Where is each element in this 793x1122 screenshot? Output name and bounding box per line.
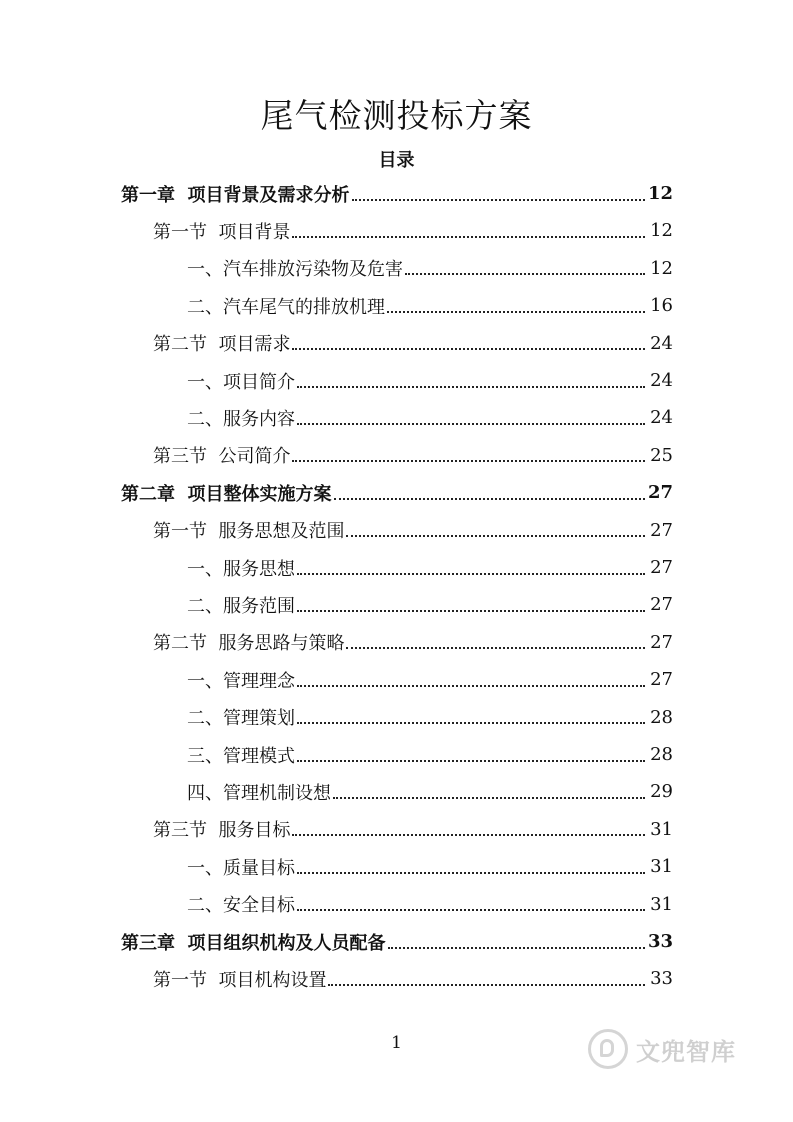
toc-entry-label: 第一节 项目机构设置	[153, 969, 327, 991]
toc-leader-dots	[297, 909, 645, 911]
toc-entry-label: 第三节 服务目标	[153, 820, 291, 842]
toc-leader-dots	[297, 423, 645, 425]
watermark-text: 文兜智库	[636, 1037, 736, 1066]
toc-chapter-entry[interactable]	[121, 175, 673, 212]
toc-entry-label: 二、管理策划	[187, 708, 295, 730]
toc-leader-dots	[297, 610, 645, 612]
toc-subsection-entry[interactable]	[187, 661, 673, 698]
toc-entry-page: 16	[650, 295, 673, 317]
toc-leader-dots	[297, 573, 645, 575]
toc-subsection-entry[interactable]	[187, 886, 673, 923]
toc-leader-dots	[297, 685, 645, 687]
toc-heading: 目录	[378, 150, 415, 171]
toc-leader-dots	[333, 797, 645, 799]
toc-section-entry[interactable]	[153, 437, 673, 474]
toc-leader-dots	[297, 722, 645, 724]
toc-entry-page: 31	[650, 818, 673, 840]
toc-leader-dots	[334, 498, 645, 500]
toc-entry-page: 28	[650, 744, 673, 765]
toc-entry-label: 一、服务思想	[187, 558, 295, 580]
toc-subsection-entry[interactable]	[187, 250, 673, 287]
toc-entry-page: 28	[650, 706, 673, 728]
toc-entry-label: 二、安全目标	[187, 895, 295, 917]
toc-entry-page: 12	[650, 220, 673, 242]
toc-section-entry[interactable]	[153, 811, 673, 848]
toc-entry-page: 27	[650, 519, 673, 541]
toc-entry-label: 第二节 项目需求	[153, 334, 291, 356]
toc-entry-page: 27	[650, 631, 673, 653]
toc-leader-dots	[292, 460, 645, 462]
toc-entry-label: 一、质量目标	[187, 857, 295, 879]
toc-leader-dots	[352, 199, 645, 201]
toc-section-entry[interactable]	[153, 512, 673, 549]
toc-chapter-entry[interactable]	[121, 474, 673, 511]
toc-entry-label: 一、汽车排放污染物及危害	[187, 259, 403, 281]
toc-entry-page: 27	[647, 482, 673, 504]
toc-entry-page: 29	[650, 781, 673, 803]
toc-entry-label: 一、项目简介	[187, 371, 295, 393]
toc-section-entry[interactable]	[153, 624, 673, 661]
toc-leader-dots	[297, 386, 645, 388]
toc-subsection-entry[interactable]	[187, 736, 673, 773]
page-number: 1	[391, 1033, 402, 1053]
toc-chapter-entry[interactable]	[121, 923, 673, 960]
toc-leader-dots	[346, 535, 645, 537]
toc-leader-dots	[405, 273, 645, 275]
toc-leader-dots	[297, 760, 645, 762]
toc-entry-label: 第一节 服务思想及范围	[153, 521, 345, 543]
toc-entry-page: 31	[650, 856, 673, 878]
toc-subsection-entry[interactable]	[187, 586, 673, 623]
toc-entry-page: 24	[650, 370, 673, 391]
toc-entry-page: 12	[650, 257, 673, 279]
document-title: 尾气检测投标方案	[260, 96, 533, 135]
toc-section-entry[interactable]	[153, 212, 673, 249]
toc-leader-dots	[387, 311, 645, 313]
toc-entry-page: 12	[647, 183, 673, 204]
toc-entry-label: 第二章 项目整体实施方案	[121, 483, 332, 505]
toc-entry-page: 24	[650, 407, 673, 429]
toc-entry-page: 33	[647, 931, 673, 952]
toc-leader-dots	[328, 984, 645, 986]
toc-entry-label: 第三节 公司简介	[153, 446, 291, 468]
toc-leader-dots	[388, 947, 645, 949]
toc-entry-label: 二、服务内容	[187, 408, 295, 430]
toc-entry-label: 二、汽车尾气的排放机理	[187, 296, 385, 318]
toc-entry-page: 27	[650, 557, 673, 578]
toc-subsection-entry[interactable]	[187, 287, 673, 324]
watermark	[588, 1020, 758, 1078]
toc-entry-page: 33	[650, 968, 673, 990]
toc-entry-label: 第二节 服务思路与策略	[153, 633, 345, 655]
toc-subsection-entry[interactable]	[187, 399, 673, 436]
toc-entry-page: 25	[650, 444, 673, 466]
toc-entry-page: 27	[650, 594, 673, 616]
toc-subsection-entry[interactable]	[187, 848, 673, 885]
toc-entry-page: 24	[650, 332, 673, 354]
wendoc-logo-icon	[588, 1029, 628, 1069]
toc-subsection-entry[interactable]	[187, 549, 673, 586]
toc-entry-page: 31	[650, 893, 673, 915]
toc-entry-label: 第一节 项目背景	[153, 221, 291, 243]
toc-subsection-entry[interactable]	[187, 699, 673, 736]
toc-entry-label: 四、管理机制设想	[187, 782, 331, 804]
toc-entry-label: 二、服务范围	[187, 595, 295, 617]
toc-subsection-entry[interactable]	[187, 362, 673, 399]
toc-leader-dots	[292, 348, 645, 350]
toc-section-entry[interactable]	[153, 325, 673, 362]
toc-leader-dots	[292, 236, 645, 238]
toc-leader-dots	[297, 872, 645, 874]
toc-entry-label: 三、管理模式	[187, 745, 295, 767]
toc-entry-label: 一、管理理念	[187, 670, 295, 692]
toc-entry-label: 第一章 项目背景及需求分析	[121, 184, 350, 206]
toc-subsection-entry[interactable]	[187, 773, 673, 810]
toc-entry-page: 27	[650, 669, 673, 691]
toc-section-entry[interactable]	[153, 960, 673, 997]
toc-leader-dots	[292, 834, 645, 836]
toc-leader-dots	[346, 647, 645, 649]
toc-entry-label: 第三章 项目组织机构及人员配备	[121, 932, 386, 954]
